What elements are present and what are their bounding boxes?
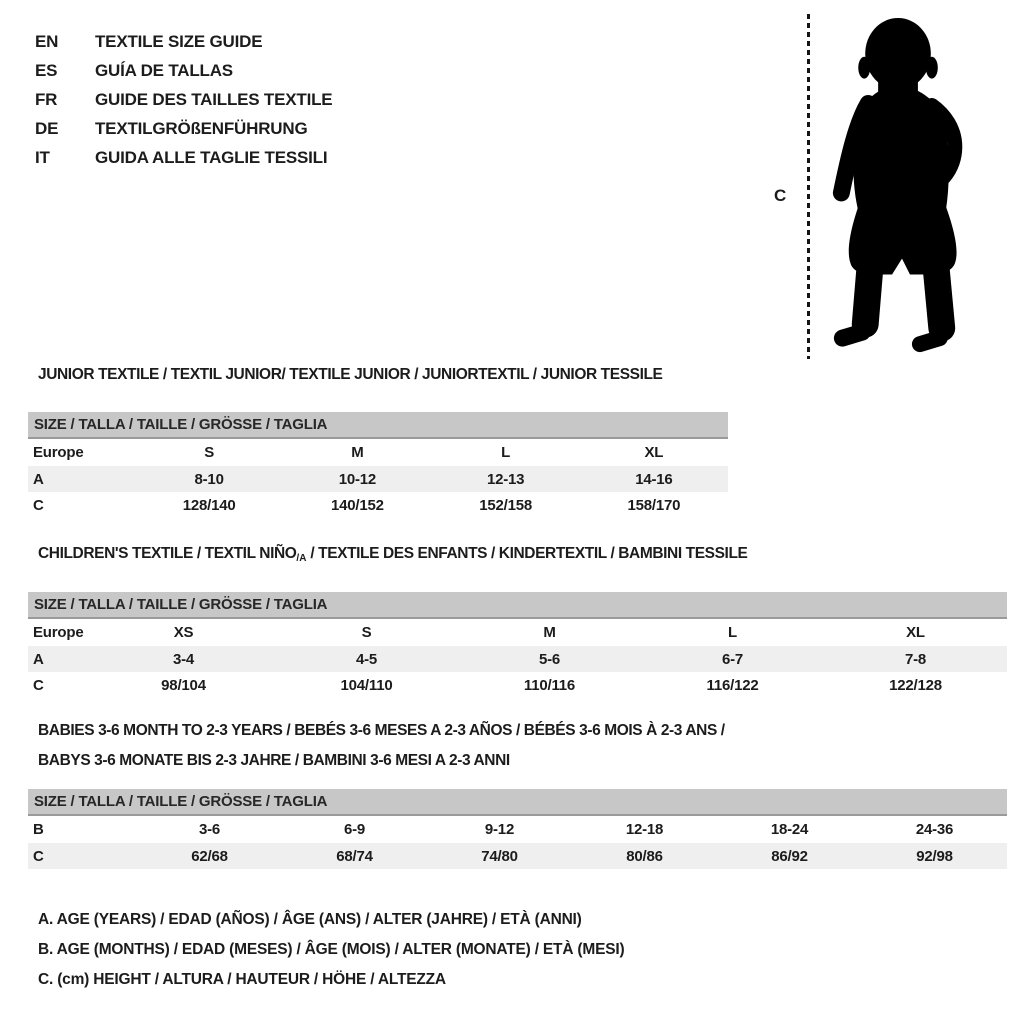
children-title-subscript: /A <box>296 553 307 564</box>
babies-title-line: BABIES 3-6 MONTH TO 2-3 YEARS / BEBÉS 3-6 MESES A 2-3 AÑOS / BÉBÉS 3-6 MOIS À 2-3 ANS / <box>38 722 725 739</box>
size-cell: 74/80 <box>481 847 518 865</box>
size-cell: 86/92 <box>771 847 808 865</box>
size-cell: 6-7 <box>721 650 744 668</box>
guide-title: GUIDE DES TAILLES TEXTILE <box>95 89 333 109</box>
size-cell: 80/86 <box>626 847 663 865</box>
size-cell: 3-6 <box>198 821 221 838</box>
size-cell: 8-10 <box>194 470 224 488</box>
size-cell: 5-6 <box>538 650 561 668</box>
list-item <box>35 143 332 172</box>
size-cell: 98/104 <box>161 676 206 694</box>
language-title-list <box>35 27 332 172</box>
table-row <box>28 492 728 518</box>
size-cell: 7-8 <box>904 650 927 668</box>
children-section-title <box>38 545 747 563</box>
size-cell: L <box>501 444 511 461</box>
junior-section-title: JUNIOR TEXTILE / TEXTIL JUNIOR/ TEXTILE JUNIOR / JUNIORTEXTIL / JUNIOR TESSILE <box>38 366 663 383</box>
children-title-text: CHILDREN'S TEXTILE / TEXTIL NIÑO <box>38 545 297 562</box>
size-cell: XL <box>644 444 664 461</box>
size-cell: 3-4 <box>172 650 195 668</box>
size-cell: 10-12 <box>338 470 377 488</box>
table-row <box>28 439 728 466</box>
size-cell: 4-5 <box>355 650 378 668</box>
row-label: C <box>33 676 44 694</box>
size-cell: S <box>361 624 372 641</box>
size-cell: 14-16 <box>635 470 673 488</box>
size-cell: 104/110 <box>340 676 393 694</box>
size-cell: XL <box>906 624 925 641</box>
row-label: C <box>33 496 44 514</box>
size-cell: 116/122 <box>706 676 759 694</box>
height-measure-dotted-line <box>807 14 810 359</box>
guide-title: TEXTILE SIZE GUIDE <box>95 31 263 51</box>
size-cell: 110/116 <box>523 676 576 694</box>
list-item <box>35 85 332 114</box>
legend-line-c: C. (cm) HEIGHT / ALTURA / HAUTEUR / HÖHE / ALTEZZA <box>38 971 446 988</box>
language-code: FR <box>35 89 58 109</box>
size-cell: 92/98 <box>916 847 953 865</box>
size-cell: 152/158 <box>479 496 533 514</box>
list-item <box>35 114 332 143</box>
size-cell: 24-36 <box>915 821 954 838</box>
size-cell: 140/152 <box>330 496 384 514</box>
size-cell: 12-13 <box>486 470 525 488</box>
babies-size-table <box>28 789 1007 869</box>
list-item <box>35 56 332 85</box>
legend-line-b: B. AGE (MONTHS) / EDAD (MESES) / ÂGE (MOIS) / ALTER (MONATE) / ETÀ (MESI) <box>38 941 625 958</box>
children-title-text: / TEXTILE DES ENFANTS / KINDERTEXTIL / BAMBINI TESSILE <box>306 545 748 562</box>
toddler-silhouette-icon <box>832 12 972 360</box>
size-cell: 62/68 <box>191 847 228 865</box>
size-cell: 158/170 <box>627 496 681 514</box>
babies-section-title <box>38 716 725 776</box>
size-cell: M <box>543 624 556 641</box>
height-measure-label: C <box>774 186 787 205</box>
row-label: Europe <box>33 444 84 461</box>
size-cell: L <box>728 624 737 641</box>
table-row <box>28 843 1007 869</box>
babies-title-line: BABYS 3-6 MONATE BIS 2-3 JAHRE / BAMBINI 3-6 MESI A 2-3 ANNI <box>38 752 510 769</box>
row-label: Europe <box>33 624 84 641</box>
table-row <box>28 619 1007 646</box>
size-cell: 68/74 <box>336 847 373 865</box>
legend-line-a: A. AGE (YEARS) / EDAD (AÑOS) / ÂGE (ANS) / ALTER (JAHRE) / ETÀ (ANNI) <box>38 911 582 928</box>
table-row <box>28 646 1007 672</box>
row-label: A <box>33 470 44 488</box>
size-cell: M <box>351 444 364 461</box>
guide-title: GUÍA DE TALLAS <box>95 60 233 80</box>
size-cell: S <box>204 444 215 461</box>
table-row <box>28 672 1007 698</box>
language-code: ES <box>35 60 58 80</box>
size-cell: 9-12 <box>484 821 515 838</box>
children-size-table <box>28 592 1007 698</box>
size-cell: 122/128 <box>889 676 942 694</box>
size-cell: 18-24 <box>770 821 809 838</box>
language-code: DE <box>35 118 59 138</box>
size-table-header: SIZE / TALLA / TAILLE / GRÖSSE / TAGLIA <box>28 789 1007 816</box>
measurement-legend <box>38 905 624 995</box>
size-cell: 12-18 <box>625 821 664 838</box>
size-cell: 128/140 <box>182 496 236 514</box>
size-cell: XS <box>173 624 194 641</box>
language-code: EN <box>35 31 59 51</box>
junior-size-table <box>28 412 728 518</box>
row-label: A <box>33 650 44 668</box>
size-table-header: SIZE / TALLA / TAILLE / GRÖSSE / TAGLIA <box>28 592 1007 619</box>
guide-title: TEXTILGRÖßENFÜHRUNG <box>95 118 308 138</box>
language-code: IT <box>35 147 50 167</box>
table-row <box>28 816 1007 843</box>
guide-title: GUIDA ALLE TAGLIE TESSILI <box>95 147 328 167</box>
row-label: C <box>33 847 44 865</box>
table-row <box>28 466 728 492</box>
list-item <box>35 27 332 56</box>
size-cell: 6-9 <box>343 821 366 838</box>
size-table-header: SIZE / TALLA / TAILLE / GRÖSSE / TAGLIA <box>28 412 728 439</box>
row-label: B <box>33 821 44 838</box>
